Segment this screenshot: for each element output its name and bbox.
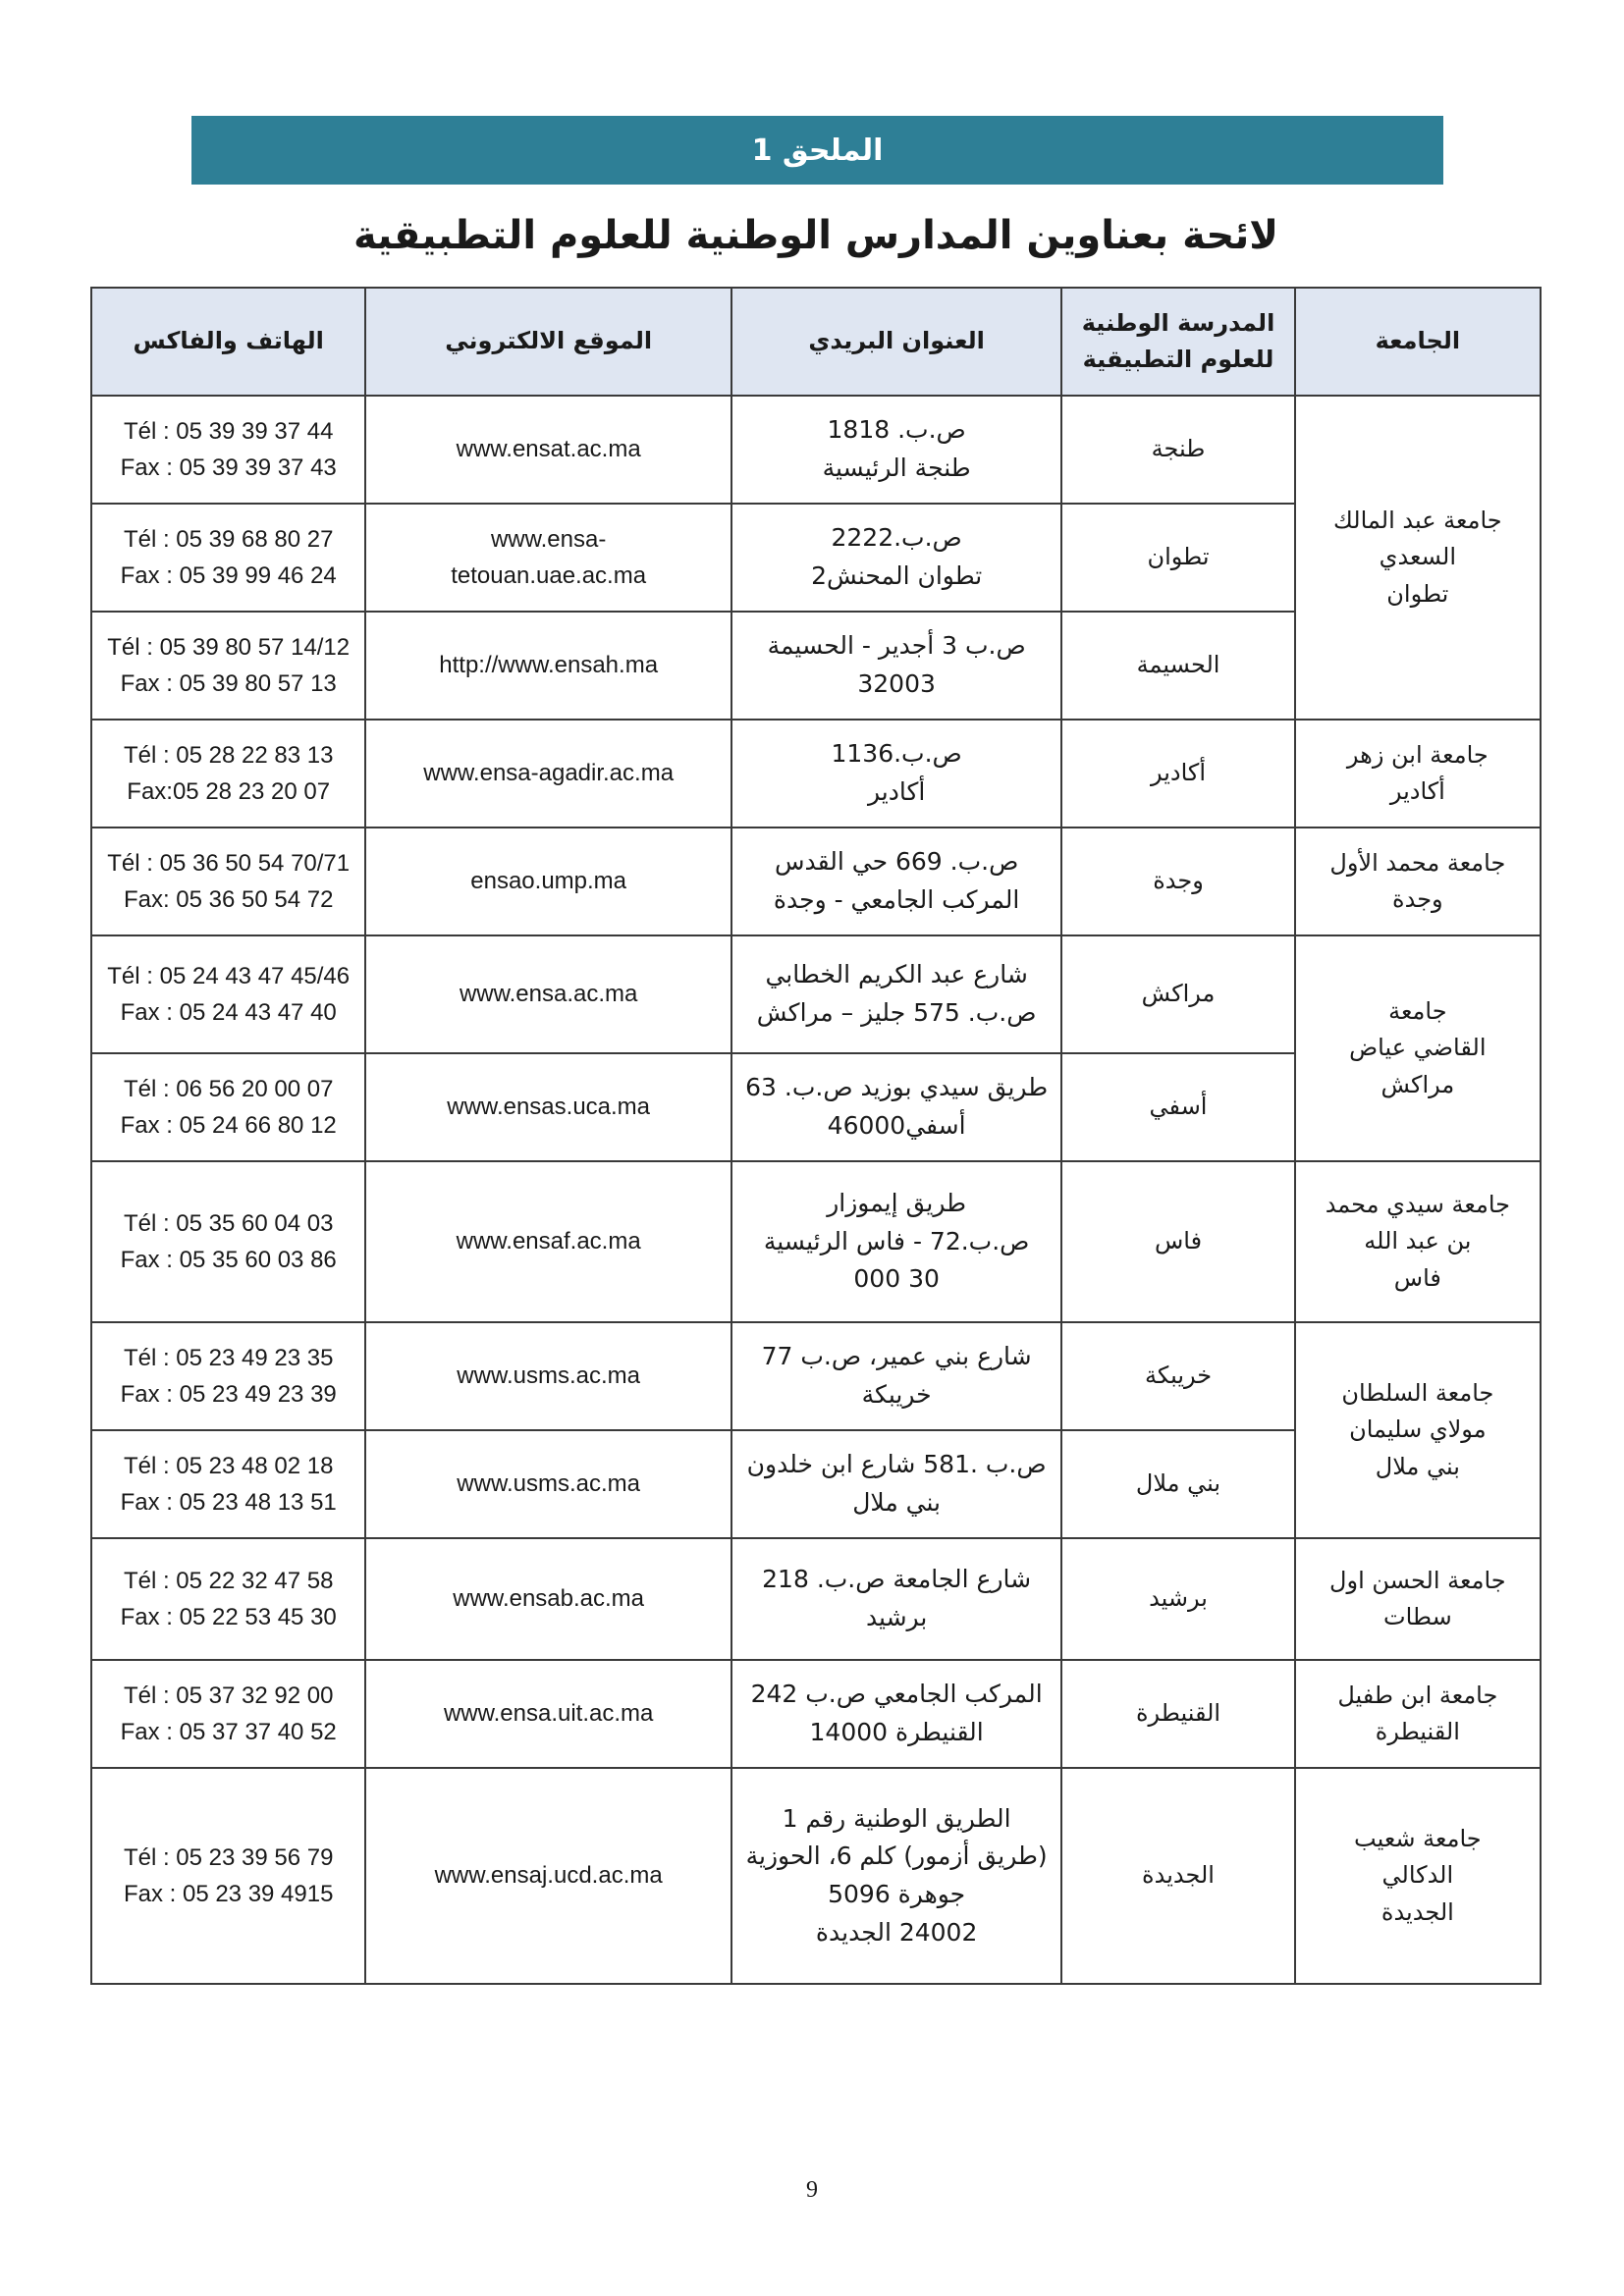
website-cell <box>365 1322 731 1430</box>
phone-line: Tél : 06 56 20 00 07 <box>123 1075 334 1102</box>
address-line: 30 000 <box>853 1264 940 1294</box>
phone-line: Fax:05 28 23 20 07 <box>127 778 331 805</box>
phone-line: Tél : 05 22 32 47 58 <box>123 1567 334 1594</box>
university-line: القنيطرة <box>1375 1718 1460 1745</box>
phone-line: Tél : 05 23 48 02 18 <box>123 1452 334 1479</box>
website-line: www.ensa- <box>490 525 607 553</box>
website-cell <box>365 504 731 612</box>
phone-line: Fax : 05 22 53 45 30 <box>120 1604 337 1630</box>
school-cell: وجدة <box>1061 828 1294 935</box>
website-line: www.ensat.ac.ma <box>456 436 641 463</box>
address-line: المركب الجامعي - وجدة <box>773 885 1020 914</box>
phone-line: Tél : 05 39 80 57 14/12 <box>107 633 351 661</box>
header-school-line: المدرسة الوطنية <box>1081 308 1275 337</box>
university-cell <box>1295 1660 1541 1768</box>
university-line: بني ملال <box>1375 1452 1460 1480</box>
address-line: طريق سيدي بوزيد ص.ب. 63 <box>745 1073 1049 1102</box>
phone-line: Tél : 05 35 60 04 03 <box>123 1209 334 1237</box>
address-line: (طريق أزمور) كلم 6، الحوزية <box>745 1842 1048 1871</box>
address-line: شارع الجامعة ص.ب. 218 <box>762 1565 1032 1594</box>
phone-cell <box>91 1053 365 1161</box>
schools-table <box>90 287 1542 1985</box>
university-line: أكادير <box>1389 777 1445 805</box>
website-cell <box>365 1538 731 1660</box>
address-line: المركب الجامعي ص.ب 242 <box>750 1680 1043 1709</box>
address-line: تطوان المحنش2 <box>811 561 983 590</box>
address-line: ص.ب. 1818 <box>827 415 966 445</box>
table-row <box>91 720 1541 828</box>
phone-line: Tél : 05 28 22 83 13 <box>123 741 334 769</box>
university-line: جامعة ابن طفيل <box>1337 1681 1498 1709</box>
page-number: 9 <box>806 2177 818 2203</box>
appendix-banner <box>191 116 1443 185</box>
phone-line: Fax : 05 23 48 13 51 <box>120 1489 337 1516</box>
phone-line: Tél : 05 23 39 56 79 <box>123 1843 334 1871</box>
document-title: لائحة بعناوين المدارس الوطنية للعلوم التطبيقية <box>352 213 1279 258</box>
table-row <box>91 828 1541 935</box>
school-cell: برشيد <box>1061 1538 1294 1660</box>
address-cell <box>731 1053 1061 1161</box>
website-cell <box>365 1053 731 1161</box>
website-cell <box>365 1430 731 1538</box>
university-line: جامعة ابن زهر <box>1346 740 1489 769</box>
address-line: ص.ب.72 - فاس الرئيسية <box>763 1226 1030 1255</box>
phone-cell <box>91 396 365 504</box>
website-cell <box>365 396 731 504</box>
address-cell <box>731 1768 1061 1984</box>
phone-cell <box>91 1660 365 1768</box>
phone-line: Fax : 05 39 99 46 24 <box>120 562 337 589</box>
website-cell <box>365 612 731 720</box>
address-cell <box>731 720 1061 828</box>
university-line: سطات <box>1382 1603 1452 1630</box>
table-header-row <box>91 288 1541 396</box>
address-line: ص.ب .581 شارع ابن خلدون <box>746 1450 1047 1479</box>
phone-cell <box>91 504 365 612</box>
address-line: 24002 الجديدة <box>815 1917 978 1947</box>
university-line: جامعة السلطان <box>1341 1379 1494 1408</box>
phone-line: Tél : 05 39 68 80 27 <box>123 525 334 553</box>
phone-line: Fax : 05 24 66 80 12 <box>120 1112 337 1139</box>
website-line: www.ensab.ac.ma <box>453 1585 645 1613</box>
university-line: مولاي سليمان <box>1349 1415 1487 1444</box>
website-line: www.ensa.ac.ma <box>459 981 638 1008</box>
website-cell <box>365 1161 731 1322</box>
university-line: جامعة شعيب <box>1354 1825 1482 1853</box>
university-cell <box>1295 1538 1541 1660</box>
university-cell <box>1295 935 1541 1161</box>
website-line: www.ensa-agadir.ac.ma <box>423 760 675 787</box>
address-cell <box>731 935 1061 1053</box>
address-line: جوهرة 5096 <box>828 1880 966 1908</box>
school-cell: القنيطرة <box>1061 1660 1294 1768</box>
address-cell <box>731 612 1061 720</box>
school-cell: خريبكة <box>1061 1322 1294 1430</box>
phone-line: Fax: 05 36 50 54 72 <box>123 886 334 913</box>
website-line: www.ensaf.ac.ma <box>456 1228 641 1255</box>
address-line: أسفي46000 <box>827 1111 966 1140</box>
header-phone: الهاتف والفاكس <box>91 288 365 396</box>
university-cell <box>1295 396 1541 720</box>
school-cell: بني ملال <box>1061 1430 1294 1538</box>
address-cell <box>731 396 1061 504</box>
phone-line: Fax : 05 39 80 57 13 <box>120 670 337 697</box>
address-cell <box>731 828 1061 935</box>
phone-cell <box>91 828 365 935</box>
school-cell: تطوان <box>1061 504 1294 612</box>
website-line: tetouan.uae.ac.ma <box>451 562 647 589</box>
website-line: www.ensas.uca.ma <box>447 1094 651 1121</box>
table-row <box>91 1538 1541 1660</box>
website-cell <box>365 935 731 1053</box>
address-line: بني ملال <box>852 1488 942 1517</box>
header-school <box>1061 288 1294 396</box>
address-line: طنجة الرئيسية <box>822 454 971 482</box>
university-line: الدكالي <box>1381 1861 1454 1890</box>
phone-cell <box>91 720 365 828</box>
header-university: الجامعة <box>1295 288 1541 396</box>
university-line: السعدي <box>1379 543 1457 571</box>
table-row <box>91 1768 1541 1984</box>
address-line: شارع بني عمير، ص.ب 77 <box>761 1342 1032 1371</box>
phone-line: Tél : 05 23 49 23 35 <box>123 1344 334 1371</box>
university-cell <box>1295 1161 1541 1322</box>
phone-cell <box>91 1161 365 1322</box>
address-line: ص.ب 3 أجدير - الحسيمة <box>767 631 1026 661</box>
address-line: خريبكة <box>861 1380 932 1409</box>
address-line: شارع عبد الكريم الخطابي <box>765 960 1028 989</box>
table-body <box>91 396 1541 1984</box>
address-line: 32003 <box>857 669 936 698</box>
university-line: مراكش <box>1380 1070 1455 1098</box>
header-address: العنوان البريدي <box>731 288 1061 396</box>
phone-cell <box>91 1538 365 1660</box>
address-cell <box>731 1660 1061 1768</box>
phone-line: Fax : 05 23 39 4915 <box>123 1881 334 1907</box>
address-cell <box>731 1538 1061 1660</box>
phone-cell <box>91 1322 365 1430</box>
address-line: الطريق الوطنية رقم 1 <box>782 1803 1011 1833</box>
table-row <box>91 935 1541 1053</box>
address-cell <box>731 1322 1061 1430</box>
phone-cell <box>91 935 365 1053</box>
address-cell <box>731 1161 1061 1322</box>
school-cell: طنجة <box>1061 396 1294 504</box>
school-cell: فاس <box>1061 1161 1294 1322</box>
phone-line: Tél : 05 24 43 47 45/46 <box>107 962 351 989</box>
website-line: ensao.ump.ma <box>470 868 627 895</box>
address-line: ص.ب.1136 <box>831 739 962 769</box>
university-line: جامعة محمد الأول <box>1329 848 1506 877</box>
header-website: الموقع الالكتروني <box>365 288 731 396</box>
school-cell: أكادير <box>1061 720 1294 828</box>
table-row <box>91 1322 1541 1430</box>
address-line: برشيد <box>865 1603 928 1631</box>
university-line: فاس <box>1393 1263 1441 1292</box>
phone-line: Tél : 05 37 32 92 00 <box>123 1682 334 1709</box>
phone-line: Fax : 05 37 37 40 52 <box>120 1719 337 1745</box>
university-line: بن عبد الله <box>1364 1227 1472 1255</box>
table-row <box>91 1660 1541 1768</box>
header-school-line: للعلوم التطبيقية <box>1082 346 1274 373</box>
phone-line: Fax : 05 35 60 03 86 <box>120 1247 337 1273</box>
appendix-title: الملحق 1 <box>751 133 884 168</box>
university-cell <box>1295 720 1541 828</box>
address-line: أكادير <box>867 777 926 806</box>
university-line: الجديدة <box>1380 1897 1454 1926</box>
school-cell: الجديدة <box>1061 1768 1294 1984</box>
website-cell <box>365 1660 731 1768</box>
website-cell <box>365 720 731 828</box>
address-line: ص.ب.2222 <box>831 523 962 553</box>
school-cell: الحسيمة <box>1061 612 1294 720</box>
phone-cell <box>91 1768 365 1984</box>
address-line: ص.ب. 575 جليز – مراكش <box>756 998 1037 1027</box>
phone-line: Fax : 05 24 43 47 40 <box>120 999 337 1026</box>
table-row <box>91 396 1541 504</box>
phone-line: Fax : 05 39 39 37 43 <box>120 454 337 481</box>
university-line: وجدة <box>1392 885 1443 913</box>
university-cell <box>1295 828 1541 935</box>
phone-line: Tél : 05 39 39 37 44 <box>123 417 334 445</box>
address-line: طريق إيموزار <box>827 1188 967 1217</box>
university-line: جامعة سيدي محمد <box>1325 1191 1510 1219</box>
phone-cell <box>91 1430 365 1538</box>
website-line: http://www.ensah.ma <box>439 652 659 679</box>
university-line: جامعة عبد المالك <box>1333 507 1502 535</box>
phone-line: Fax : 05 23 49 23 39 <box>120 1381 337 1408</box>
university-line: تطوان <box>1386 579 1449 608</box>
table-row <box>91 1161 1541 1322</box>
website-line: www.ensaj.ucd.ac.ma <box>434 1862 663 1890</box>
address-cell <box>731 1430 1061 1538</box>
phone-line: Tél : 05 36 50 54 70/71 <box>107 849 351 877</box>
university-cell <box>1295 1322 1541 1538</box>
website-cell <box>365 828 731 935</box>
university-cell <box>1295 1768 1541 1984</box>
address-cell <box>731 504 1061 612</box>
university-line: جامعة <box>1388 997 1447 1026</box>
website-line: www.usms.ac.ma <box>457 1362 640 1390</box>
university-line: القاضي عياض <box>1349 1034 1487 1062</box>
website-line: www.usms.ac.ma <box>457 1470 640 1498</box>
phone-cell <box>91 612 365 720</box>
school-cell: مراكش <box>1061 935 1294 1053</box>
university-line: جامعة الحسن اول <box>1329 1566 1506 1594</box>
address-line: القنيطرة 14000 <box>809 1718 984 1746</box>
address-line: ص.ب. 669 حي القدس <box>774 847 1019 877</box>
website-cell <box>365 1768 731 1984</box>
school-cell: أسفي <box>1061 1053 1294 1161</box>
website-line: www.ensa.uit.ac.ma <box>443 1700 654 1728</box>
